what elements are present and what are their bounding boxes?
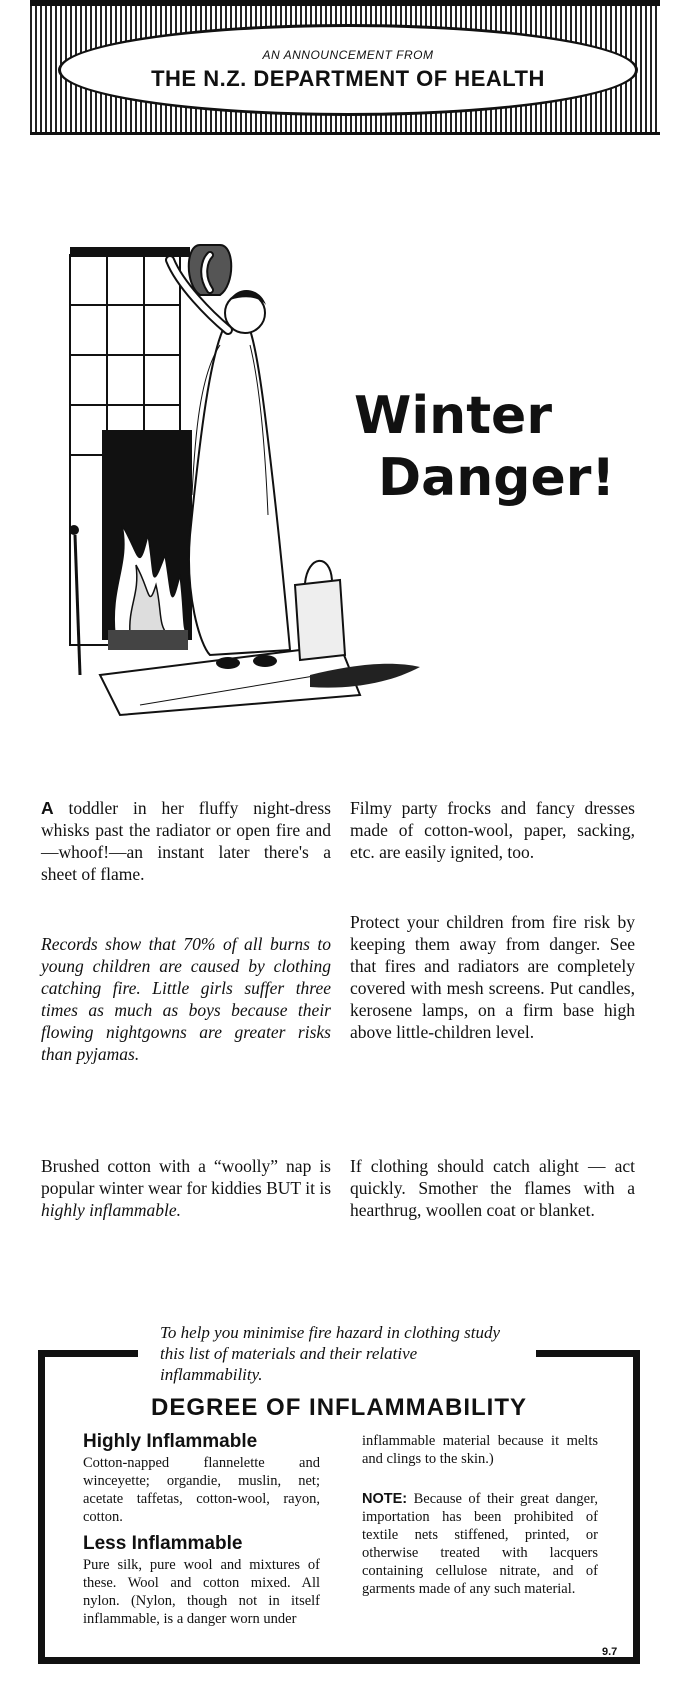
less-heading: Less Inflammable (83, 1533, 243, 1554)
continued-text: inflammable material because it melts and clings to the skin.) (362, 1433, 598, 1467)
headline-line-1: Winter (354, 386, 552, 446)
right-p3-text: If clothing should catch alight — act quickly. Smother the flames with a hearthrug, woollen coat or blanket. (350, 1156, 635, 1220)
right-paragraph-1 (350, 797, 635, 863)
left-p3-text: Brushed cotton with a “woolly” nap is popular winter wear for kiddies BUT it is (41, 1156, 331, 1198)
reference-code: 9.7 (602, 1646, 618, 1658)
header-oval (58, 24, 638, 116)
dropcap: A (41, 798, 54, 818)
announcement-text: AN ANNOUNCEMENT FROM (262, 48, 434, 62)
grate (108, 630, 188, 650)
less-text: Pure silk, pure wool and mixtures of these. Wool and cotton mixed. All nylon. (Nylon, though not in itself inflammable, is a danger worn under (83, 1557, 320, 1627)
header-banner (30, 0, 660, 135)
left-p2-text: Records show that 70% of all burns to young children are caused by clothing catching fire. Little girls suffer three times as much as boys because their flowing nightgowns are greater risks than pyjamas. (41, 934, 331, 1064)
headline (350, 385, 640, 509)
right-paragraph-3 (350, 1155, 635, 1221)
left-paragraph-2 (41, 933, 331, 1065)
box-intro: To help you minimise fire hazard in clothing study this list of materials and their relative inflammability. (160, 1323, 500, 1384)
left-p3-italic: highly inflammable. (41, 1200, 181, 1220)
highly-heading: Highly Inflammable (83, 1431, 258, 1452)
note-text: Because of their great danger, importation has been prohibited of textile nets stiffened, printed, or otherwise treated with lacquers containing cellulose nitrate, and of garments made of any such material. (362, 1491, 598, 1597)
note-paragraph (362, 1490, 598, 1598)
headline-line-2: Danger! (378, 448, 616, 508)
right-p2-text: Protect your children from fire risk by keeping them away from danger. See that fires and radiators are completely covered with mesh screens. Put candles, kerosene lamps, on a firm base high above little-children level. (350, 912, 635, 1042)
highly-text: Cotton-napped flannelette and winceyette; organdie, muslin, net; acetate taffetas, cotton-wool, rayon, cotton. (83, 1455, 320, 1525)
left-paragraph-1 (41, 797, 331, 885)
left-p1-text: toddler in her fluffy night-dress whisks past the radiator or open fire and—whoof!—an instant later there's a sheet of flame. (41, 798, 331, 884)
department-name: THE N.Z. DEPARTMENT OF HEALTH (151, 66, 545, 91)
note-label: NOTE: (362, 1491, 408, 1507)
coal-scuttle (295, 580, 345, 660)
fire-tool (75, 535, 80, 675)
box-title: DEGREE OF INFLAMMABILITY (151, 1394, 527, 1421)
right-paragraph-2 (350, 911, 635, 1043)
left-paragraph-3 (41, 1155, 331, 1221)
right-p1-text: Filmy party frocks and fancy dresses made of cotton-wool, paper, sacking, etc. are easily ignited, too. (350, 798, 635, 862)
box-left-column (83, 1430, 320, 1628)
box-right-column (362, 1432, 598, 1598)
